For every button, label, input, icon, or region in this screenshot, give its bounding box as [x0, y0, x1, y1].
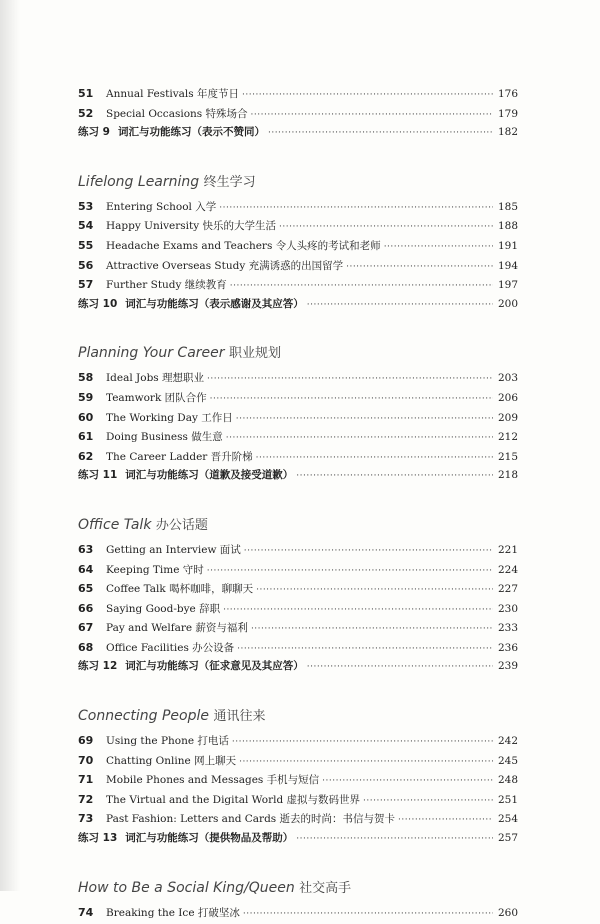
dot-leader [307, 296, 493, 316]
dot-leader [268, 124, 493, 144]
dot-leader [296, 467, 493, 487]
section-heading [78, 876, 518, 900]
dot-leader [307, 658, 493, 678]
toc-entry[interactable] [78, 236, 518, 256]
lesson-title: Further Study 继续教育 [106, 279, 227, 292]
lesson-number: 59 [78, 390, 94, 404]
toc-exercise-entry[interactable] [78, 657, 518, 677]
section-title-en: Connecting People [78, 708, 209, 725]
lesson-number: 68 [78, 640, 94, 654]
toc-entry[interactable] [78, 256, 518, 276]
lesson-title: Teamwork 团队合作 [106, 391, 207, 404]
toc-entry[interactable] [78, 197, 518, 217]
toc-exercise-entry[interactable] [78, 829, 518, 849]
toc-entry[interactable] [78, 368, 518, 388]
page-number: 248 [497, 774, 518, 787]
toc-entry[interactable] [78, 579, 518, 599]
exercise-title: 词汇与功能练习（表示感谢及其应答） [125, 297, 304, 310]
lesson-number: 58 [78, 371, 94, 385]
exercise-title: 词汇与功能练习（征求意见及其应答） [125, 660, 304, 673]
dot-leader [242, 86, 493, 106]
page-number: 209 [497, 411, 518, 424]
section-title-cn: 通讯往来 [213, 709, 266, 725]
dot-leader [251, 620, 493, 640]
toc-entry[interactable] [78, 618, 518, 638]
page-number: 200 [497, 297, 518, 310]
toc-section [78, 341, 518, 486]
dot-leader [243, 905, 493, 924]
page-number: 236 [497, 641, 518, 654]
toc-entry[interactable] [78, 599, 518, 619]
dot-leader [346, 258, 493, 278]
dot-leader [223, 601, 493, 621]
lesson-number: 63 [78, 542, 94, 556]
lesson-title: Breaking the Ice 打破坚冰 [106, 906, 240, 919]
dot-leader [207, 370, 493, 390]
toc-exercise-entry[interactable] [78, 466, 518, 486]
lesson-title: Pay and Welfare 薪资与福利 [106, 622, 248, 635]
toc-entry[interactable] [78, 903, 518, 923]
toc-exercise-entry[interactable] [78, 295, 518, 315]
section-title-cn: 终生学习 [203, 174, 256, 190]
section-heading [78, 170, 518, 194]
toc-entry[interactable] [78, 104, 518, 124]
section-title-cn: 职业规划 [228, 346, 281, 362]
lesson-number: 67 [78, 621, 94, 635]
toc-entry[interactable] [78, 84, 518, 104]
lesson-number: 52 [78, 106, 94, 120]
page-number: 218 [497, 469, 518, 482]
toc-entry[interactable] [78, 751, 518, 771]
dot-leader [384, 238, 493, 258]
toc-exercise-entry[interactable] [78, 123, 518, 143]
toc-entry[interactable] [78, 408, 518, 428]
toc-entry[interactable] [78, 560, 518, 580]
lesson-number: 66 [78, 601, 94, 615]
toc-entry[interactable] [78, 447, 518, 467]
page-number: 215 [497, 450, 518, 463]
toc-entry[interactable] [78, 770, 518, 790]
toc-entry[interactable] [78, 388, 518, 408]
dot-leader [363, 792, 493, 812]
lesson-number: 53 [78, 199, 94, 213]
lesson-number: 69 [78, 734, 94, 748]
page-number: 191 [497, 239, 518, 252]
lesson-title: Doing Business 做生意 [106, 431, 223, 444]
lesson-title: Special Occasions 特殊场合 [106, 107, 248, 120]
lesson-title: Coffee Talk 喝杯咖啡，聊聊天 [106, 583, 254, 596]
page-number: 230 [497, 602, 518, 615]
table-of-contents [78, 84, 518, 922]
lesson-title: Office Facilities 办公设备 [106, 641, 235, 654]
page-number: 188 [497, 220, 518, 233]
page-number: 221 [497, 543, 518, 556]
page-number: 251 [497, 793, 518, 806]
dot-leader [322, 772, 493, 792]
lesson-number: 56 [78, 258, 94, 272]
page-number: 182 [497, 126, 518, 139]
exercise-label: 练习 9 [78, 126, 110, 139]
lesson-number: 72 [78, 792, 94, 806]
page-number: 179 [497, 107, 518, 120]
page-number: 176 [497, 88, 518, 100]
toc-entry[interactable] [78, 731, 518, 751]
page-number: 212 [497, 431, 518, 444]
dot-leader [398, 811, 493, 831]
section-title-en: Office Talk [78, 516, 152, 533]
page-number: 260 [497, 906, 518, 919]
lesson-number: 71 [78, 773, 94, 787]
lesson-title: Using the Phone 打电话 [106, 735, 229, 748]
lesson-title: Chatting Online 网上聊天 [106, 754, 237, 767]
dot-leader [207, 562, 493, 582]
section-title-en: How to Be a Social King/Queen [78, 879, 295, 896]
toc-section [78, 704, 518, 849]
section-heading [78, 704, 518, 728]
toc-entry[interactable] [78, 275, 518, 295]
exercise-label: 练习 11 [78, 469, 118, 482]
lesson-title: Keeping Time 守时 [106, 563, 204, 576]
dot-leader [226, 429, 493, 449]
lesson-number: 57 [78, 278, 94, 292]
section-title-en: Lifelong Learning [78, 173, 200, 190]
lesson-title: Saying Good-bye 辞职 [106, 602, 221, 615]
exercise-title: 词汇与功能练习（提供物品及帮助） [125, 832, 294, 845]
page-number: 203 [497, 372, 518, 385]
lesson-number: 73 [78, 812, 94, 826]
dot-leader [210, 390, 493, 410]
lesson-number: 54 [78, 219, 94, 233]
lesson-number: 64 [78, 562, 94, 576]
page-number: 242 [497, 735, 518, 748]
lesson-number: 60 [78, 410, 94, 424]
dot-leader [279, 218, 493, 238]
dot-leader [239, 753, 493, 773]
toc-entry[interactable] [78, 638, 518, 658]
page-number: 224 [497, 563, 518, 576]
toc-entry[interactable] [78, 809, 518, 829]
page-number: 257 [497, 832, 518, 845]
section-title-cn: 社交高手 [299, 880, 352, 896]
lesson-number: 51 [78, 87, 94, 100]
section-title-cn: 办公话题 [155, 517, 208, 533]
lesson-number: 61 [78, 430, 94, 444]
dot-leader [251, 106, 493, 126]
toc-section [78, 876, 518, 923]
toc-entry[interactable] [78, 540, 518, 560]
page-edge-shadow [0, 0, 20, 891]
lesson-title: Attractive Overseas Study 充满诱惑的出国留学 [106, 259, 344, 272]
lesson-number: 65 [78, 582, 94, 596]
toc-entry[interactable] [78, 427, 518, 447]
toc-section [78, 84, 518, 143]
exercise-label: 练习 10 [78, 297, 118, 310]
page-number: 197 [497, 279, 518, 292]
toc-entry[interactable] [78, 216, 518, 236]
lesson-title: Ideal Jobs 理想职业 [106, 372, 205, 385]
section-heading [78, 513, 518, 537]
lesson-title: The Working Day 工作日 [106, 411, 233, 424]
toc-section [78, 513, 518, 677]
lesson-title: Past Fashion: Letters and Cards 逝去的时尚：书信与贺卡 [106, 813, 396, 826]
exercise-label: 练习 12 [78, 660, 118, 673]
page-number: 239 [497, 660, 518, 673]
dot-leader [296, 830, 493, 850]
section-heading [78, 341, 518, 365]
lesson-title: The Virtual and the Digital World 虚拟与数码世界 [106, 793, 361, 806]
lesson-title: Annual Festivals 年度节日 [106, 88, 239, 100]
page-number: 245 [497, 754, 518, 767]
page-number: 206 [497, 391, 518, 404]
page-number: 233 [497, 622, 518, 635]
dot-leader [232, 733, 493, 753]
dot-leader [244, 542, 493, 562]
lesson-number: 55 [78, 238, 94, 252]
section-title-en: Planning Your Career [78, 345, 225, 362]
page-number: 254 [497, 813, 518, 826]
dot-leader [256, 581, 493, 601]
lesson-title: Entering School 入学 [106, 200, 217, 213]
toc-section [78, 170, 518, 315]
toc-entry[interactable] [78, 790, 518, 810]
lesson-title: Mobile Phones and Messages 手机与短信 [106, 774, 320, 787]
page-number: 227 [497, 583, 518, 596]
lesson-title: Getting an Interview 面试 [106, 543, 241, 556]
lesson-title: The Career Ladder 晋升阶梯 [106, 450, 253, 463]
lesson-title: Headache Exams and Teachers 令人头疼的考试和老师 [106, 239, 381, 252]
exercise-label: 练习 13 [78, 832, 118, 845]
lesson-number: 62 [78, 449, 94, 463]
exercise-title: 词汇与功能练习（道歉及接受道歉） [125, 469, 294, 482]
page-number: 194 [497, 259, 518, 272]
exercise-title: 词汇与功能练习（表示不赞同） [117, 126, 265, 139]
page-number: 185 [497, 200, 518, 213]
lesson-number: 74 [78, 905, 94, 919]
lesson-title: Happy University 快乐的大学生活 [106, 220, 276, 233]
dot-leader [219, 199, 493, 219]
dot-leader [236, 410, 493, 430]
lesson-number: 70 [78, 753, 94, 767]
